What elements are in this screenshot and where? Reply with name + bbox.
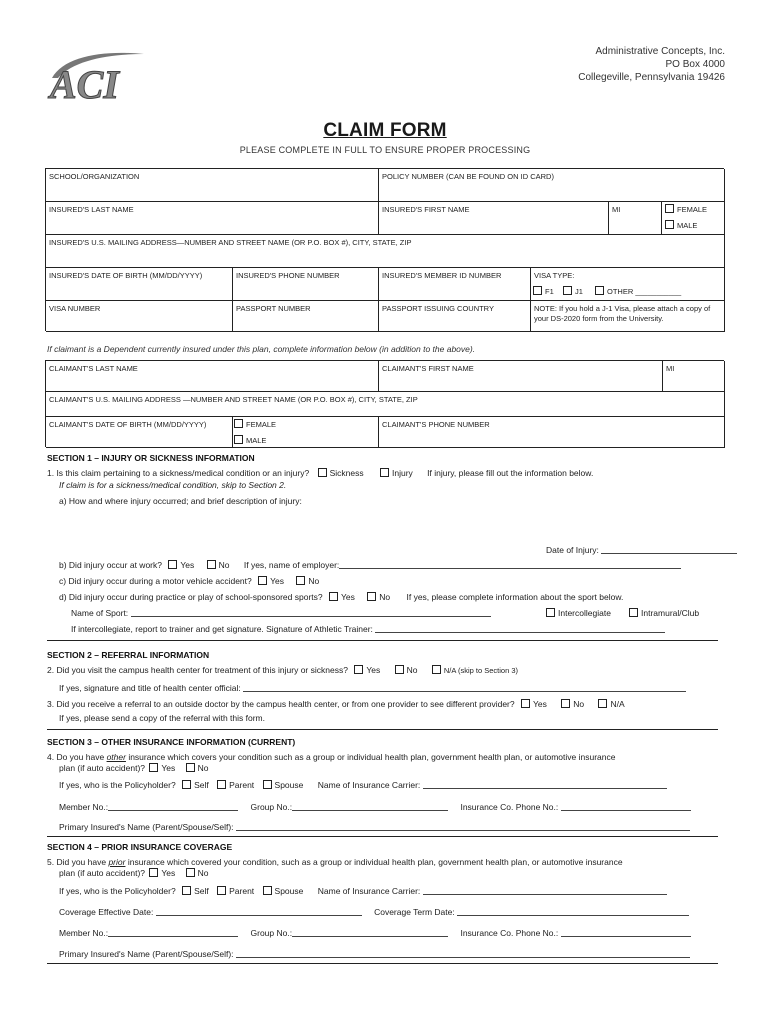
coverage-dates-row: Coverage Effective Date: Coverage Term Date: <box>59 907 689 918</box>
checkbox-icon <box>665 204 674 213</box>
checkbox-icon <box>546 608 555 617</box>
work-yes-checkbox[interactable]: Yes <box>168 560 194 570</box>
effective-date-field[interactable] <box>156 907 362 916</box>
insured-last-name-field[interactable]: INSURED'S LAST NAME <box>46 202 379 235</box>
prior-group-no-field[interactable] <box>292 928 448 937</box>
section-divider <box>47 640 718 641</box>
prior-ins-yes-checkbox[interactable]: Yes <box>149 868 175 878</box>
visa-j1-checkbox[interactable]: J1 <box>563 286 583 296</box>
checkbox-icon <box>561 699 570 708</box>
prior-primary-insured-field[interactable] <box>236 949 690 958</box>
section-3-title: SECTION 3 – OTHER INSURANCE INFORMATION (CURRENT) <box>47 737 296 747</box>
injury-description-field[interactable] <box>59 510 718 540</box>
q2-row: 2. Did you visit the campus health center for treatment of this injury or sickness? Yes No N/A (skip to Section 3) <box>47 665 519 675</box>
qa-label: a) How and where injury occurred; and brief description of injury: <box>59 496 302 506</box>
date-of-injury-row: Date of Injury: <box>546 545 737 556</box>
trainer-row: If intercollegiate, report to trainer and get signature. Signature of Athletic Trainer: <box>71 624 665 635</box>
health-center-yes-checkbox[interactable]: Yes <box>354 665 380 675</box>
q4-row: 4. Do you have other insurance which covers your condition such as a group or individual health plan, government health plan, or automotive insurance <box>47 752 616 762</box>
checkbox-icon <box>354 665 363 674</box>
sport-name-field[interactable] <box>131 608 491 617</box>
visa-other-checkbox[interactable]: OTHER ___________ <box>595 286 681 296</box>
term-date-field[interactable] <box>457 907 689 916</box>
section-4-title: SECTION 4 – PRIOR INSURANCE COVERAGE <box>47 842 233 852</box>
section-2-title: SECTION 2 – REFERRAL INFORMATION <box>47 650 210 660</box>
intramural-checkbox[interactable]: Intramural/Club <box>629 608 699 619</box>
q5-row: 5. Did you have prior insurance which covered your condition, such as a group or individual health plan, government health plan, or automotive insurance <box>47 857 623 867</box>
visa-type-cell: VISA TYPE: <box>531 268 725 301</box>
sickness-checkbox[interactable]: Sickness <box>318 468 364 478</box>
checkbox-icon <box>186 763 195 772</box>
prior-ins-no-checkbox[interactable]: No <box>186 868 209 878</box>
claimant-last-name-field[interactable]: CLAIMANT'S LAST NAME <box>46 361 379 392</box>
sports-no-checkbox[interactable]: No <box>367 592 390 602</box>
company-box: PO Box 4000 <box>665 59 725 70</box>
section-divider <box>47 729 718 730</box>
checkbox-icon <box>217 886 226 895</box>
prior-holder-parent-checkbox[interactable]: Parent <box>217 886 254 896</box>
visa-number-field[interactable]: VISA NUMBER <box>46 301 233 332</box>
prior-policyholder-row: If yes, who is the Policyholder? Self Parent Spouse Name of Insurance Carrier: <box>59 886 667 897</box>
insured-male-checkbox[interactable]: MALE <box>665 220 697 230</box>
checkbox-icon <box>217 780 226 789</box>
member-row: Member No.: Group No.: Insurance Co. Phone No.: <box>59 802 691 813</box>
trainer-signature-field[interactable] <box>375 624 665 633</box>
checkbox-icon <box>234 435 243 444</box>
referral-yes-checkbox[interactable]: Yes <box>521 699 547 709</box>
form-subtitle: PLEASE COMPLETE IN FULL TO ENSURE PROPER PROCESSING <box>239 145 531 155</box>
holder-parent-checkbox[interactable]: Parent <box>217 780 254 790</box>
other-ins-no-checkbox[interactable]: No <box>186 763 209 773</box>
employer-field[interactable] <box>339 560 681 569</box>
checkbox-icon <box>380 468 389 477</box>
official-signature-field[interactable] <box>243 683 686 692</box>
q5-row-2: plan (if auto accident)? Yes No <box>59 868 209 878</box>
claimant-info-box <box>45 360 724 447</box>
primary-insured-field[interactable] <box>236 822 690 831</box>
checkbox-icon <box>296 576 305 585</box>
company-name: Administrative Concepts, Inc. <box>595 46 725 57</box>
prior-holder-self-checkbox[interactable]: Self <box>182 886 209 896</box>
passport-country-field[interactable]: PASSPORT ISSUING COUNTRY <box>379 301 531 332</box>
carrier-field[interactable] <box>423 780 667 789</box>
claimant-first-name-field[interactable]: CLAIMANT'S FIRST NAME <box>379 361 663 392</box>
insured-address-field[interactable]: INSURED'S U.S. MAILING ADDRESS—NUMBER AND STREET NAME (OR P.O. BOX #), CITY, STATE, ZIP <box>46 235 725 268</box>
insured-female-checkbox[interactable]: FEMALE <box>665 204 707 214</box>
intercollegiate-checkbox[interactable]: Intercollegiate <box>546 608 611 619</box>
company-city: Collegeville, Pennsylvania 19426 <box>578 72 725 83</box>
dependent-note: If claimant is a Dependent currently insured under this plan, complete information below (in addition to the above). <box>47 344 476 354</box>
sport-row: Name of Sport: <box>71 608 491 619</box>
referral-copy-note: If yes, please send a copy of the referral with this form. <box>59 713 265 723</box>
checkbox-icon <box>432 665 441 674</box>
checkbox-icon <box>182 886 191 895</box>
qc-row: c) Did injury occur during a motor vehicle accident? Yes No <box>59 576 320 586</box>
prior-member-no-field[interactable] <box>108 928 238 937</box>
checkbox-icon <box>186 868 195 877</box>
passport-number-field[interactable]: PASSPORT NUMBER <box>233 301 379 332</box>
section-1-title: SECTION 1 – INJURY OR SICKNESS INFORMATION <box>47 453 255 463</box>
insured-info-box <box>45 168 724 331</box>
member-no-field[interactable] <box>108 802 238 811</box>
other-ins-yes-checkbox[interactable]: Yes <box>149 763 175 773</box>
logo-text: ACI <box>50 62 119 106</box>
checkbox-icon <box>263 886 272 895</box>
q1-row: 1. Is this claim pertaining to a sickness/medical condition or an injury? Sickness Injury If injury, please fill out the information below. <box>47 468 594 478</box>
vehicle-yes-checkbox[interactable]: Yes <box>258 576 284 586</box>
q4-row-2: plan (if auto accident)? Yes No <box>59 763 209 773</box>
qd-row: d) Did injury occur during practice or play of school-sponsored sports? Yes No If yes, please complete information about the sport below. <box>59 592 624 602</box>
vehicle-no-checkbox[interactable]: No <box>296 576 319 586</box>
insured-member-id-field[interactable]: INSURED'S MEMBER ID NUMBER <box>379 268 531 301</box>
claimant-dob-field[interactable]: CLAIMANT'S DATE OF BIRTH (MM/DD/YYYY) <box>46 417 233 448</box>
referral-na-checkbox[interactable]: N/A <box>598 699 624 709</box>
claimant-female-checkbox[interactable]: FEMALE <box>234 419 276 429</box>
checkbox-icon <box>182 780 191 789</box>
health-center-na-checkbox[interactable]: N/A (skip to Section 3) <box>432 666 518 675</box>
form-title: CLAIM FORM <box>323 120 447 141</box>
section-divider <box>47 836 718 837</box>
checkbox-icon <box>629 608 638 617</box>
checkbox-icon <box>595 286 604 295</box>
checkbox-icon <box>258 576 267 585</box>
ins-phone-field[interactable] <box>561 802 691 811</box>
prior-primary-insured-row: Primary Insured's Name (Parent/Spouse/Self): <box>59 949 690 960</box>
work-no-checkbox[interactable]: No <box>207 560 230 570</box>
claimant-phone-field[interactable]: CLAIMANT'S PHONE NUMBER <box>379 417 725 448</box>
checkbox-icon <box>149 763 158 772</box>
prior-carrier-field[interactable] <box>423 886 667 895</box>
health-center-no-checkbox[interactable]: No <box>395 665 418 675</box>
section-divider <box>47 963 718 964</box>
q3-row: 3. Did you receive a referral to an outside doctor by the campus health center, or from one provider to see different provider? Yes No N/A <box>47 699 625 709</box>
group-no-field[interactable] <box>292 802 448 811</box>
holder-spouse-checkbox[interactable]: Spouse <box>263 780 304 790</box>
policyholder-row: If yes, who is the Policyholder? Self Parent Spouse Name of Insurance Carrier: <box>59 780 667 791</box>
prior-member-row: Member No.: Group No.: Insurance Co. Phone No.: <box>59 928 691 939</box>
sports-yes-checkbox[interactable]: Yes <box>329 592 355 602</box>
visa-f1-checkbox[interactable]: F1 <box>533 286 554 296</box>
checkbox-icon <box>149 868 158 877</box>
date-of-injury-field[interactable] <box>601 545 737 554</box>
checkbox-icon <box>533 286 542 295</box>
checkbox-icon <box>263 780 272 789</box>
j1-note: NOTE: If you hold a J-1 Visa, please attach a copy of your DS-2020 form from the University. <box>531 301 725 332</box>
prior-ins-phone-field[interactable] <box>561 928 691 937</box>
checkbox-icon <box>395 665 404 674</box>
checkbox-icon <box>329 592 338 601</box>
aci-logo <box>44 48 149 106</box>
checkbox-icon <box>234 419 243 428</box>
policy-number-field[interactable]: POLICY NUMBER (CAN BE FOUND ON ID CARD) <box>379 169 725 202</box>
holder-self-checkbox[interactable]: Self <box>182 780 209 790</box>
checkbox-icon <box>665 220 674 229</box>
insured-dob-field[interactable]: INSURED'S DATE OF BIRTH (MM/DD/YYYY) <box>46 268 233 301</box>
insured-mi-field[interactable]: MI <box>609 202 662 235</box>
insured-phone-field[interactable]: INSURED'S PHONE NUMBER <box>233 268 379 301</box>
checkbox-icon <box>563 286 572 295</box>
injury-checkbox[interactable]: Injury <box>380 468 413 478</box>
claimant-address-field[interactable]: CLAIMANT'S U.S. MAILING ADDRESS —NUMBER AND STREET NAME (OR P.O. BOX #), CITY, STATE, ZIP <box>46 392 725 417</box>
checkbox-icon <box>521 699 530 708</box>
checkbox-icon <box>207 560 216 569</box>
referral-no-checkbox[interactable]: No <box>561 699 584 709</box>
checkbox-icon <box>318 468 327 477</box>
checkbox-icon <box>598 699 607 708</box>
checkbox-icon <box>168 560 177 569</box>
qb-row: b) Did injury occur at work? Yes No If yes, name of employer: <box>59 560 681 571</box>
claimant-mi-field[interactable]: MI <box>663 361 725 392</box>
checkbox-icon <box>367 592 376 601</box>
company-address <box>578 45 725 84</box>
q1-note: If claim is for a sickness/medical condition, skip to Section 2. <box>59 480 287 490</box>
school-field[interactable]: SCHOOL/ORGANIZATION <box>46 169 379 202</box>
official-sig-row: If yes, signature and title of health center official: <box>59 683 686 694</box>
claimant-male-checkbox[interactable]: MALE <box>234 435 266 445</box>
insured-first-name-field[interactable]: INSURED'S FIRST NAME <box>379 202 609 235</box>
primary-insured-row: Primary Insured's Name (Parent/Spouse/Self): <box>59 822 690 833</box>
prior-holder-spouse-checkbox[interactable]: Spouse <box>263 886 304 896</box>
